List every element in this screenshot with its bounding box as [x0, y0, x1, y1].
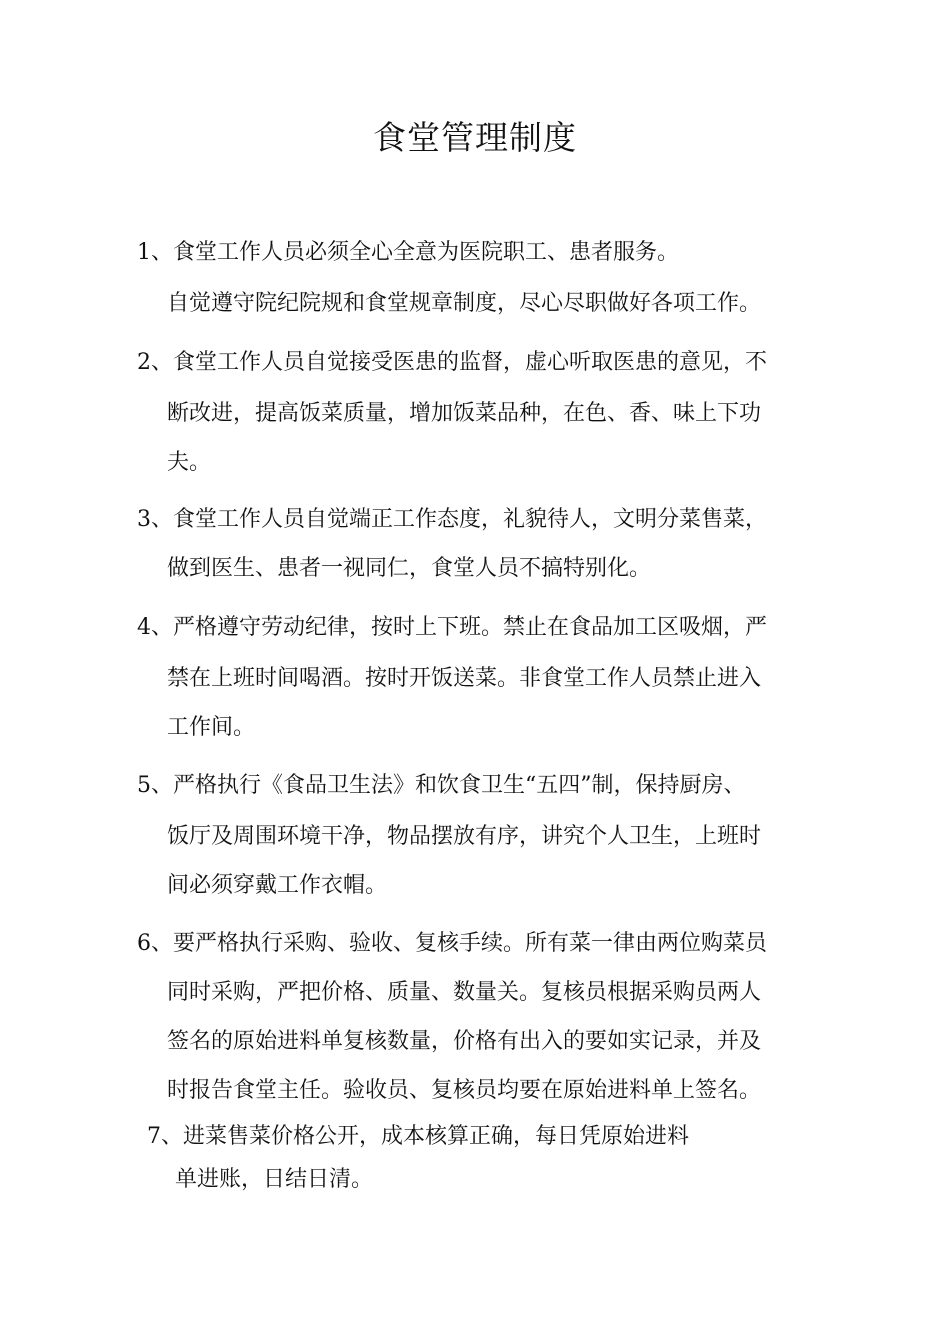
item-1-line-1	[137, 238, 679, 268]
item-1-number: 1、	[137, 240, 173, 265]
item-5-number: 5、	[137, 773, 173, 798]
item-6-line-1	[137, 929, 767, 959]
item-7-number: 7、	[147, 1124, 183, 1149]
item-4-number: 4、	[137, 615, 173, 640]
item-1-text: 食堂工作人员必须全心全意为医院职工、患者服务。	[173, 240, 680, 265]
item-3-line-2: 做到医生、患者一视同仁，食堂人员不搞特别化。	[167, 556, 652, 581]
item-5-line-2: 饭厅及周围环境干净，物品摆放有序，讲究个人卫生，上班时	[167, 824, 762, 849]
item-6-line-4: 时报告食堂主任。验收员、复核员均要在原始进料单上签名。	[167, 1078, 762, 1103]
item-2-line-3: 夫。	[167, 450, 212, 475]
item-6-number: 6、	[137, 931, 173, 956]
item-1-line-2: 自觉遵守院纪院规和食堂规章制度，尽心尽职做好各项工作。	[167, 291, 762, 316]
item-3-line-1	[137, 505, 767, 535]
item-6-line-2: 同时采购，严把价格、质量、数量关。复核员根据采购员两人	[167, 980, 762, 1005]
item-5-line-1	[137, 771, 746, 801]
item-6-line-3: 签名的原始进料单复核数量，价格有出入的要如实记录，并及	[167, 1029, 762, 1054]
item-6-text: 要严格执行采购、验收、复核手续。所有菜一律由两位购菜员	[173, 931, 768, 956]
item-2-number: 2、	[137, 350, 173, 375]
item-4-line-3: 工作间。	[167, 715, 256, 740]
item-2-line-1	[137, 348, 767, 378]
item-2-line-2: 断改进，提高饭菜质量，增加饭菜品种，在色、香、味上下功	[167, 401, 762, 426]
item-7-text: 进菜售菜价格公开，成本核算正确，每日凭原始进料	[183, 1124, 690, 1149]
item-5-text: 严格执行《食品卫生法》和饮食卫生“五四”制，保持厨房、	[173, 773, 746, 798]
item-3-text: 食堂工作人员自觉端正工作态度，礼貌待人，文明分菜售菜，	[173, 507, 768, 532]
item-4-line-1	[137, 613, 767, 643]
item-2-text: 食堂工作人员自觉接受医患的监督，虚心听取医患的意见，不	[173, 350, 768, 375]
document-title: 食堂管理制度	[373, 118, 577, 157]
item-7-line-1	[147, 1122, 689, 1152]
item-4-line-2: 禁在上班时间喝酒。按时开饭送菜。非食堂工作人员禁止进入	[167, 666, 762, 691]
item-3-number: 3、	[137, 507, 173, 532]
item-5-line-3: 间必须穿戴工作衣帽。	[167, 873, 388, 898]
item-4-text: 严格遵守劳动纪律，按时上下班。禁止在食品加工区吸烟，严	[173, 615, 768, 640]
item-7-line-2: 单进账，日结日清。	[175, 1167, 374, 1192]
